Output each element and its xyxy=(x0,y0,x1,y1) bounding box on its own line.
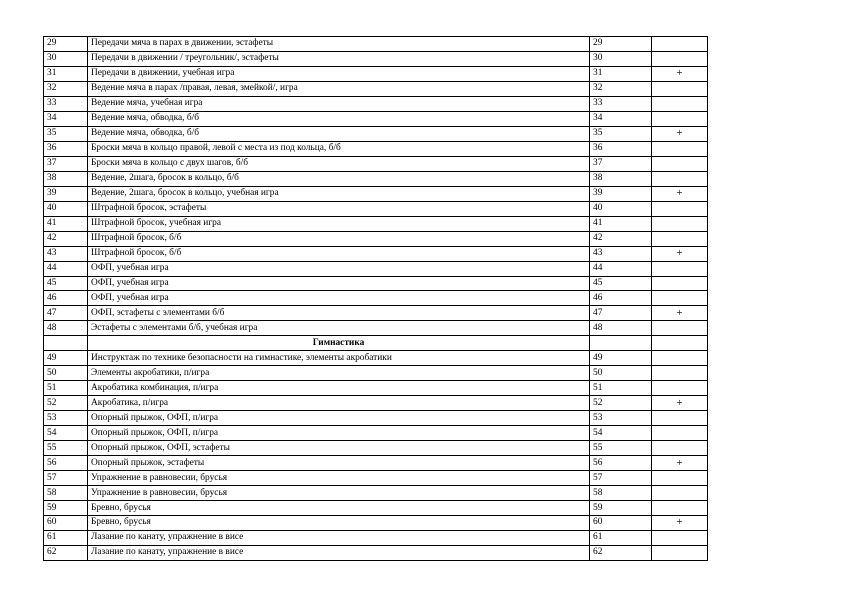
lesson-hours-cell: 49 xyxy=(590,351,652,366)
lesson-number-cell: 55 xyxy=(44,441,88,456)
lesson-number-cell: 42 xyxy=(44,231,88,246)
lesson-number-cell: 36 xyxy=(44,141,88,156)
table-row xyxy=(44,66,708,81)
lesson-topic-cell: ОФП, эстафеты с элементами б/б xyxy=(88,306,590,321)
lesson-hours-cell: 31 xyxy=(590,66,652,81)
table-row xyxy=(44,156,708,171)
lesson-hours-cell: 37 xyxy=(590,156,652,171)
lesson-number-cell: 62 xyxy=(44,545,88,560)
control-mark-cell xyxy=(652,261,708,276)
lesson-number-cell: 30 xyxy=(44,51,88,66)
control-mark-cell xyxy=(652,276,708,291)
lesson-topic-cell: Акробатика, п/игра xyxy=(88,396,590,411)
lesson-topic-cell: Эстафеты с элементами б/б, учебная игра xyxy=(88,321,590,336)
table-row xyxy=(44,126,708,141)
control-mark-cell xyxy=(652,501,708,516)
section-empty-cell xyxy=(590,336,652,351)
control-mark-cell: + xyxy=(652,516,708,531)
lesson-hours-cell: 59 xyxy=(590,501,652,516)
lesson-number-cell: 51 xyxy=(44,381,88,396)
lesson-hours-cell: 62 xyxy=(590,545,652,560)
lesson-topic-cell: Упражнение в равновесии, брусья xyxy=(88,471,590,486)
lesson-topic-cell: Передачи в движении / треугольник/, эстафеты xyxy=(88,51,590,66)
lesson-hours-cell: 61 xyxy=(590,530,652,545)
lesson-topic-cell: Опорный прыжок, ОФП, эстафеты xyxy=(88,441,590,456)
table-row xyxy=(44,456,708,471)
lesson-number-cell: 37 xyxy=(44,156,88,171)
control-mark-cell xyxy=(652,231,708,246)
lesson-hours-cell: 43 xyxy=(590,246,652,261)
lesson-number-cell: 38 xyxy=(44,171,88,186)
lesson-hours-cell: 54 xyxy=(590,426,652,441)
table-row xyxy=(44,276,708,291)
lesson-number-cell: 39 xyxy=(44,186,88,201)
table-row xyxy=(44,396,708,411)
lesson-number-cell: 53 xyxy=(44,411,88,426)
table-row xyxy=(44,530,708,545)
control-mark-cell xyxy=(652,411,708,426)
control-mark-cell xyxy=(652,216,708,231)
table-row xyxy=(44,486,708,501)
control-mark-cell xyxy=(652,171,708,186)
lesson-hours-cell: 60 xyxy=(590,516,652,531)
table-row xyxy=(44,96,708,111)
control-mark-cell: + xyxy=(652,396,708,411)
table-row xyxy=(44,501,708,516)
lesson-topic-cell: Опорный прыжок, ОФП, п/игра xyxy=(88,426,590,441)
table-row xyxy=(44,351,708,366)
lesson-topic-cell: Опорный прыжок, ОФП, п/игра xyxy=(88,411,590,426)
lesson-topic-cell: Бревно, брусья xyxy=(88,501,590,516)
lesson-hours-cell: 56 xyxy=(590,456,652,471)
table-row xyxy=(44,231,708,246)
lesson-topic-cell: Ведение мяча, обводка, б/б xyxy=(88,111,590,126)
table-row xyxy=(44,366,708,381)
lesson-hours-cell: 36 xyxy=(590,141,652,156)
lesson-topic-cell: Ведение, 2шага, бросок в кольцо, учебная игра xyxy=(88,186,590,201)
lesson-number-cell: 31 xyxy=(44,66,88,81)
table-row xyxy=(44,381,708,396)
control-mark-cell: + xyxy=(652,186,708,201)
lesson-topic-cell: Упражнение в равновесии, брусья xyxy=(88,486,590,501)
table-row xyxy=(44,111,708,126)
table-row xyxy=(44,471,708,486)
section-empty-cell xyxy=(44,336,88,351)
lesson-number-cell: 60 xyxy=(44,516,88,531)
lesson-hours-cell: 29 xyxy=(590,37,652,52)
lesson-hours-cell: 45 xyxy=(590,276,652,291)
lesson-hours-cell: 34 xyxy=(590,111,652,126)
lesson-hours-cell: 52 xyxy=(590,396,652,411)
control-mark-cell xyxy=(652,201,708,216)
control-mark-cell xyxy=(652,96,708,111)
table-row xyxy=(44,216,708,231)
control-mark-cell xyxy=(652,381,708,396)
control-mark-cell xyxy=(652,486,708,501)
lesson-topic-cell: Бревно, брусья xyxy=(88,516,590,531)
lesson-topic-cell: ОФП, учебная игра xyxy=(88,276,590,291)
table-row xyxy=(44,441,708,456)
lesson-hours-cell: 42 xyxy=(590,231,652,246)
lesson-hours-cell: 53 xyxy=(590,411,652,426)
lesson-topic-cell: ОФП, учебная игра xyxy=(88,261,590,276)
table-row xyxy=(44,411,708,426)
table-row xyxy=(44,545,708,560)
table-row xyxy=(44,201,708,216)
lesson-topic-cell: Ведение мяча в парах /правая, левая, змейкой/, игра xyxy=(88,81,590,96)
control-mark-cell xyxy=(652,426,708,441)
lesson-number-cell: 41 xyxy=(44,216,88,231)
table-row xyxy=(44,261,708,276)
lesson-number-cell: 61 xyxy=(44,530,88,545)
lesson-topic-cell: Передачи мяча в парах в движении, эстафеты xyxy=(88,37,590,52)
lesson-hours-cell: 40 xyxy=(590,201,652,216)
lesson-number-cell: 50 xyxy=(44,366,88,381)
lesson-number-cell: 47 xyxy=(44,306,88,321)
section-title: Гимнастика xyxy=(88,336,590,351)
lesson-hours-cell: 51 xyxy=(590,381,652,396)
lesson-number-cell: 48 xyxy=(44,321,88,336)
lesson-topic-cell: Опорный прыжок, эстафеты xyxy=(88,456,590,471)
lesson-number-cell: 29 xyxy=(44,37,88,52)
control-mark-cell: + xyxy=(652,456,708,471)
lesson-topic-cell: Броски мяча в кольцо правой, левой с места из под кольца, б/б xyxy=(88,141,590,156)
control-mark-cell xyxy=(652,471,708,486)
lesson-number-cell: 45 xyxy=(44,276,88,291)
lesson-plan-body xyxy=(44,37,708,561)
lesson-topic-cell: Ведение, 2шага, бросок в кольцо, б/б xyxy=(88,171,590,186)
table-row xyxy=(44,37,708,52)
control-mark-cell xyxy=(652,530,708,545)
lesson-number-cell: 54 xyxy=(44,426,88,441)
lesson-hours-cell: 38 xyxy=(590,171,652,186)
lesson-topic-cell: Штрафной бросок, учебная игра xyxy=(88,216,590,231)
lesson-topic-cell: Инструктаж по технике безопасности на гимнастике, элементы акробатики xyxy=(88,351,590,366)
lesson-hours-cell: 33 xyxy=(590,96,652,111)
lesson-number-cell: 56 xyxy=(44,456,88,471)
table-row xyxy=(44,516,708,531)
lesson-topic-cell: Акробатика комбинация, п/игра xyxy=(88,381,590,396)
table-row xyxy=(44,291,708,306)
control-mark-cell: + xyxy=(652,306,708,321)
control-mark-cell xyxy=(652,81,708,96)
lesson-number-cell: 33 xyxy=(44,96,88,111)
lesson-hours-cell: 46 xyxy=(590,291,652,306)
lesson-topic-cell: Штрафной бросок, эстафеты xyxy=(88,201,590,216)
lesson-hours-cell: 44 xyxy=(590,261,652,276)
lesson-topic-cell: Лазание по канату, упражнение в висе xyxy=(88,545,590,560)
lesson-topic-cell: Ведение мяча, обводка, б/б xyxy=(88,126,590,141)
table-row xyxy=(44,186,708,201)
section-empty-cell xyxy=(652,336,708,351)
lesson-hours-cell: 58 xyxy=(590,486,652,501)
control-mark-cell xyxy=(652,366,708,381)
control-mark-cell xyxy=(652,545,708,560)
lesson-hours-cell: 47 xyxy=(590,306,652,321)
lesson-plan-table xyxy=(43,36,708,561)
table-row xyxy=(44,171,708,186)
control-mark-cell xyxy=(652,351,708,366)
control-mark-cell xyxy=(652,51,708,66)
lesson-number-cell: 57 xyxy=(44,471,88,486)
lesson-hours-cell: 55 xyxy=(590,441,652,456)
lesson-topic-cell: Штрафной бросок, б/б xyxy=(88,246,590,261)
table-row xyxy=(44,141,708,156)
control-mark-cell xyxy=(652,321,708,336)
lesson-number-cell: 58 xyxy=(44,486,88,501)
lesson-number-cell: 35 xyxy=(44,126,88,141)
lesson-topic-cell: Броски мяча в кольцо с двух шагов, б/б xyxy=(88,156,590,171)
lesson-number-cell: 34 xyxy=(44,111,88,126)
control-mark-cell xyxy=(652,141,708,156)
control-mark-cell xyxy=(652,37,708,52)
lesson-number-cell: 49 xyxy=(44,351,88,366)
lesson-topic-cell: Передачи в движении, учебная игра xyxy=(88,66,590,81)
lesson-number-cell: 44 xyxy=(44,261,88,276)
lesson-number-cell: 40 xyxy=(44,201,88,216)
lesson-hours-cell: 57 xyxy=(590,471,652,486)
table-row xyxy=(44,321,708,336)
lesson-hours-cell: 41 xyxy=(590,216,652,231)
lesson-topic-cell: ОФП, учебная игра xyxy=(88,291,590,306)
lesson-number-cell: 46 xyxy=(44,291,88,306)
control-mark-cell: + xyxy=(652,246,708,261)
table-row xyxy=(44,306,708,321)
control-mark-cell: + xyxy=(652,126,708,141)
lesson-hours-cell: 39 xyxy=(590,186,652,201)
table-row xyxy=(44,51,708,66)
lesson-topic-cell: Лазание по канату, упражнение в висе xyxy=(88,530,590,545)
lesson-topic-cell: Элементы акробатики, п/игра xyxy=(88,366,590,381)
lesson-hours-cell: 35 xyxy=(590,126,652,141)
table-row xyxy=(44,81,708,96)
table-row xyxy=(44,246,708,261)
lesson-number-cell: 43 xyxy=(44,246,88,261)
lesson-hours-cell: 50 xyxy=(590,366,652,381)
control-mark-cell xyxy=(652,111,708,126)
section-header-row xyxy=(44,336,708,351)
lesson-number-cell: 52 xyxy=(44,396,88,411)
control-mark-cell xyxy=(652,291,708,306)
lesson-hours-cell: 48 xyxy=(590,321,652,336)
lesson-number-cell: 32 xyxy=(44,81,88,96)
control-mark-cell xyxy=(652,156,708,171)
control-mark-cell: + xyxy=(652,66,708,81)
lesson-hours-cell: 32 xyxy=(590,81,652,96)
lesson-topic-cell: Ведение мяча, учебная игра xyxy=(88,96,590,111)
lesson-number-cell: 59 xyxy=(44,501,88,516)
lesson-hours-cell: 30 xyxy=(590,51,652,66)
control-mark-cell xyxy=(652,441,708,456)
lesson-topic-cell: Штрафной бросок, б/б xyxy=(88,231,590,246)
table-row xyxy=(44,426,708,441)
